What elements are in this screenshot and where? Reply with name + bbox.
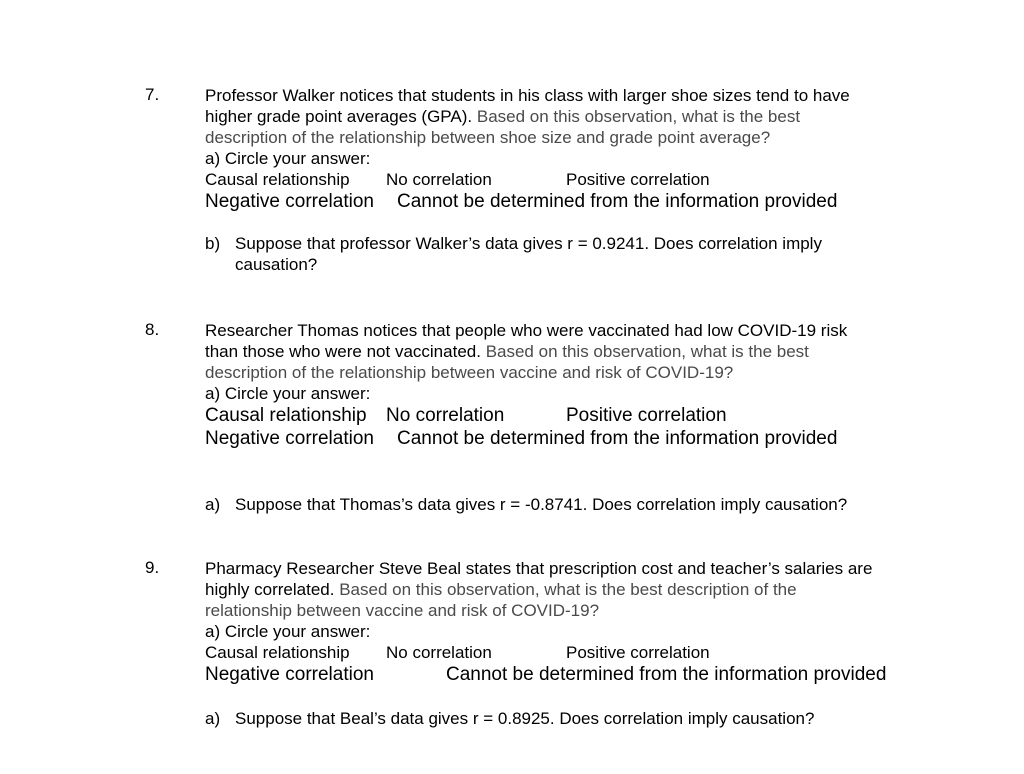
answer-row-2 xyxy=(205,663,985,686)
circle-prompt: a) Circle your answer: xyxy=(205,149,371,168)
followup-question xyxy=(205,708,985,729)
followup-text-line-1: Suppose that Beal’s data gives r = 0.8925. Does correlation imply causation? xyxy=(235,709,815,728)
question-text-statement: than those who were not vaccinated. xyxy=(205,342,481,361)
circle-prompt: a) Circle your answer: xyxy=(205,622,371,641)
question-body xyxy=(205,85,945,275)
question-text-line-3: description of the relationship between vaccine and risk of COVID-19? xyxy=(205,363,734,382)
followup-question xyxy=(205,494,945,515)
question-text-line-1: Pharmacy Researcher Steve Beal states that prescription cost and teacher’s salaries are xyxy=(205,559,873,578)
followup-question xyxy=(205,233,945,275)
option-cannot-be-determined[interactable]: Cannot be determined from the information provided xyxy=(397,428,838,449)
option-positive-correlation[interactable]: Positive correlation xyxy=(566,170,710,189)
question-body xyxy=(205,558,985,729)
option-positive-correlation[interactable]: Positive correlation xyxy=(566,643,710,662)
question-text-line-2 xyxy=(205,579,985,600)
question-text-statement: higher grade point averages (GPA). xyxy=(205,107,473,126)
answer-row-1 xyxy=(205,404,945,427)
question-text-line-2 xyxy=(205,106,945,127)
question-text-prompt: Based on this observation, what is the best xyxy=(476,107,801,126)
question-text-prompt: Based on this observation, what is the best xyxy=(485,342,809,361)
question-number: 8. xyxy=(145,320,160,339)
option-cannot-be-determined[interactable]: Cannot be determined from the information provided xyxy=(397,191,838,212)
option-no-correlation[interactable]: No correlation xyxy=(386,643,492,662)
question-body xyxy=(205,320,945,515)
question-text-line-3: relationship between vaccine and risk of COVID-19? xyxy=(205,601,600,620)
question-number: 9. xyxy=(145,558,160,577)
question-number: 7. xyxy=(145,85,160,104)
option-no-correlation[interactable]: No correlation xyxy=(386,170,492,189)
followup-text-line-1: Suppose that Thomas’s data gives r = -0.8741. Does correlation imply causation? xyxy=(235,495,848,514)
question-text-line-3: description of the relationship between shoe size and grade point average? xyxy=(205,128,771,147)
option-causal-relationship[interactable]: Causal relationship xyxy=(205,643,350,662)
followup-text-line-1: Suppose that professor Walker’s data gives r = 0.9241. Does correlation imply xyxy=(235,234,822,253)
answer-row-1 xyxy=(205,169,945,190)
option-no-correlation[interactable]: No correlation xyxy=(386,405,505,426)
question-text-line-2 xyxy=(205,341,945,362)
option-negative-correlation[interactable]: Negative correlation xyxy=(205,428,374,449)
option-causal-relationship[interactable]: Causal relationship xyxy=(205,170,350,189)
question-text-prompt: Based on this observation, what is the best description of the xyxy=(339,580,797,599)
option-causal-relationship[interactable]: Causal relationship xyxy=(205,405,367,426)
followup-text-line-2: causation? xyxy=(235,255,318,274)
followup-label: a) xyxy=(205,709,221,728)
question-text-line-1: Researcher Thomas notices that people who were vaccinated had low COVID-19 risk xyxy=(205,321,848,340)
answer-row-2 xyxy=(205,427,945,450)
followup-label: b) xyxy=(205,234,221,253)
question-text-line-1: Professor Walker notices that students in his class with larger shoe sizes tend to have xyxy=(205,86,850,105)
answer-row-2 xyxy=(205,190,945,213)
followup-label: a) xyxy=(205,495,221,514)
option-cannot-be-determined[interactable]: Cannot be determined from the information provided xyxy=(446,664,887,685)
circle-prompt: a) Circle your answer: xyxy=(205,384,371,403)
option-negative-correlation[interactable]: Negative correlation xyxy=(205,191,374,212)
option-positive-correlation[interactable]: Positive correlation xyxy=(566,405,727,426)
answer-row-1 xyxy=(205,642,985,663)
option-negative-correlation[interactable]: Negative correlation xyxy=(205,664,374,685)
question-text-statement: highly correlated. xyxy=(205,580,335,599)
